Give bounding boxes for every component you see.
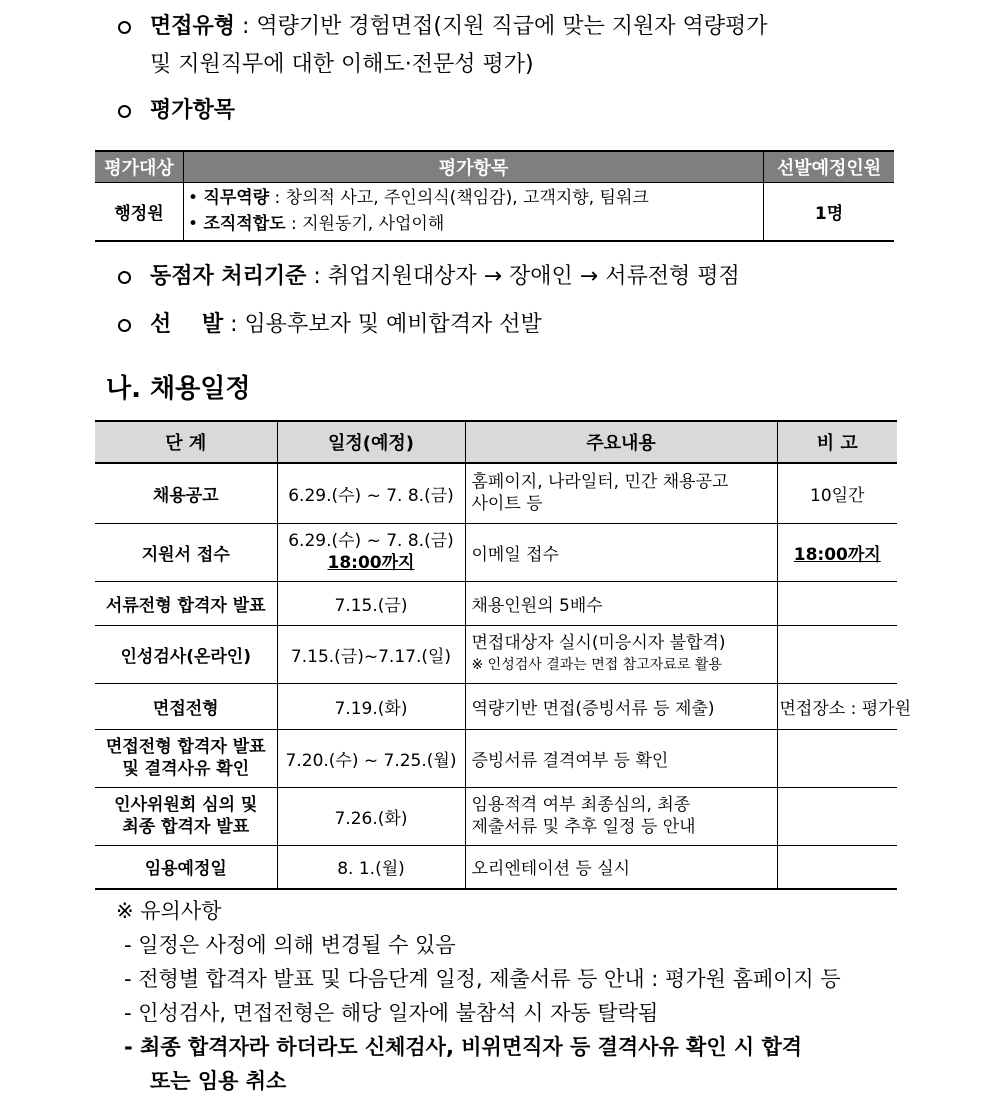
note-item: - 일정은 사정에 의해 변경될 수 있음: [124, 933, 456, 957]
circle-bullet-icon: [118, 319, 131, 332]
row-content: 채용인원의 5배수: [465, 581, 777, 625]
row-content-line: 사이트 등: [471, 494, 543, 515]
row-stage: [95, 729, 277, 787]
row-content: [465, 463, 777, 523]
row-stage: 서류전형 합격자 발표: [95, 581, 277, 625]
schedule-header: [95, 421, 897, 463]
row-date-deadline: 18:00까지: [327, 553, 415, 573]
table-row: [95, 787, 897, 845]
eval-target: 행정원: [95, 183, 184, 241]
row-content-line: 제출서류 및 추후 일정 등 안내: [471, 817, 696, 837]
tie-rule: [118, 262, 740, 292]
note-item-bold: - 최종 합격자라 하더라도 신체검사, 비위면직자 등 결격사유 확인 시 합격: [124, 1035, 803, 1059]
row-content: 증빙서류 결격여부 등 확인: [465, 729, 777, 787]
row-content: 이메일 접수: [465, 523, 777, 581]
row-note: [777, 625, 897, 683]
row-note: [777, 729, 897, 787]
eval-item: [188, 185, 759, 211]
circle-bullet-icon: [118, 105, 131, 118]
eval-item-label: 직무역량: [203, 188, 270, 209]
row-content-line: 면접대상자 실시(미응시자 불합격): [471, 633, 726, 653]
row-note: 10일간: [777, 463, 897, 523]
tie-text: : 취업지원대상자 → 장애인 → 서류전형 평점: [306, 264, 740, 289]
row-stage-line: 인사위원회 심의 및: [114, 795, 258, 815]
eval-table-header: [95, 151, 894, 183]
interview-text: 역량기반 경험면접(지원 직급에 맞는 지원자 역량평가: [256, 14, 768, 39]
table-row: [95, 581, 897, 625]
table-row: [95, 845, 897, 889]
header-stage: 단 계: [95, 421, 277, 463]
bullet-icon: •: [188, 188, 199, 209]
table-row: [95, 523, 897, 581]
tie-label: 동점자 처리기준: [150, 264, 307, 289]
row-date: 7.15.(금)~7.17.(일): [277, 625, 465, 683]
eval-header-items: 평가항목: [184, 151, 764, 183]
row-date: 8. 1.(월): [277, 845, 465, 889]
notes: [116, 894, 841, 1098]
row-date: [277, 523, 465, 581]
note-item-bold-cont: 또는 임용 취소: [150, 1069, 287, 1093]
row-content-line: 홈페이지, 나라일터, 민간 채용공고: [471, 472, 729, 493]
row-stage: 지원서 접수: [95, 523, 277, 581]
eval-item: [188, 211, 759, 237]
circle-bullet-icon: [118, 21, 131, 34]
eval-table: [95, 150, 894, 242]
row-date: 7.15.(금): [277, 581, 465, 625]
circle-bullet-icon: [118, 271, 131, 284]
schedule-table: [95, 420, 911, 890]
interview-sep: :: [235, 14, 257, 39]
row-stage: 임용예정일: [95, 845, 277, 889]
selection: [118, 310, 542, 340]
table-row: [95, 729, 897, 787]
eval-header-count: 선발예정인원: [764, 151, 895, 183]
note-item: - 인성검사, 면접전형은 해당 일자에 불참석 시 자동 탈락됨: [124, 1001, 659, 1025]
row-content: [465, 625, 777, 683]
eval-header-target: 평가대상: [95, 151, 184, 183]
row-content-remark: ※ 인성검사 결과는 면접 참고자료로 활용: [471, 657, 722, 673]
table-row: [95, 683, 897, 729]
eval-count: 1명: [764, 183, 895, 241]
row-stage-line: 및 결격사유 확인: [122, 759, 250, 779]
row-note: [777, 845, 897, 889]
row-stage: 채용공고: [95, 463, 277, 523]
row-stage: 면접전형: [95, 683, 277, 729]
header-content: 주요내용: [465, 421, 777, 463]
row-content: [465, 787, 777, 845]
selection-text: : 임용후보자 및 예비합격자 선발: [223, 312, 542, 337]
row-date: 7.26.(화): [277, 787, 465, 845]
table-row: [95, 625, 897, 683]
header-date: 일정(예정): [277, 421, 465, 463]
row-date: 7.19.(화): [277, 683, 465, 729]
eval-item-label: 조직적합도: [203, 214, 286, 235]
row-content: 오리엔테이션 등 실시: [465, 845, 777, 889]
row-date: 6.29.(수) ~ 7. 8.(금): [277, 463, 465, 523]
header-note: 비 고: [777, 421, 897, 463]
row-note: 18:00까지: [793, 544, 881, 565]
interview-text-line2: 및 지원직무에 대한 이해도·전문성 평가): [150, 52, 534, 77]
row-stage-line: 최종 합격자 발표: [122, 817, 250, 837]
row-date: 7.20.(수) ~ 7.25.(월): [277, 729, 465, 787]
row-note: [777, 581, 897, 625]
notes-title: ※ 유의사항: [116, 899, 222, 923]
table-row: [95, 463, 897, 523]
note-item: - 전형별 합격자 발표 및 다음단계 일정, 제출서류 등 안내 : 평가원 홈페이지 등: [124, 967, 841, 991]
row-content-line: 임용적격 여부 최종심의, 최종: [471, 795, 691, 815]
section-title: 나. 채용일정: [106, 374, 251, 404]
row-stage-line: 면접전형 합격자 발표: [105, 737, 266, 757]
row-date-line: 6.29.(수) ~ 7. 8.(금): [288, 531, 454, 551]
row-content: 역량기반 면접(증빙서류 등 제출): [465, 683, 777, 729]
eval-item-text: : 창의적 사고, 주인의식(책임감), 고객지향, 팀워크: [269, 188, 649, 209]
eval-item-text: : 지원동기, 사업이해: [285, 214, 445, 235]
eval-heading-text: 평가항목: [150, 98, 236, 123]
eval-table-row: [95, 183, 894, 241]
row-note: 면접장소 : 평가원: [777, 683, 897, 729]
interview-label: 면접유형: [150, 14, 236, 39]
interview-type: [118, 12, 768, 42]
row-stage: 인성검사(온라인): [95, 625, 277, 683]
row-stage: [95, 787, 277, 845]
eval-heading: [118, 96, 235, 126]
selection-label: 선 발: [150, 312, 224, 337]
row-note: [777, 787, 897, 845]
bullet-icon: •: [188, 214, 199, 235]
eval-items: [184, 183, 764, 241]
